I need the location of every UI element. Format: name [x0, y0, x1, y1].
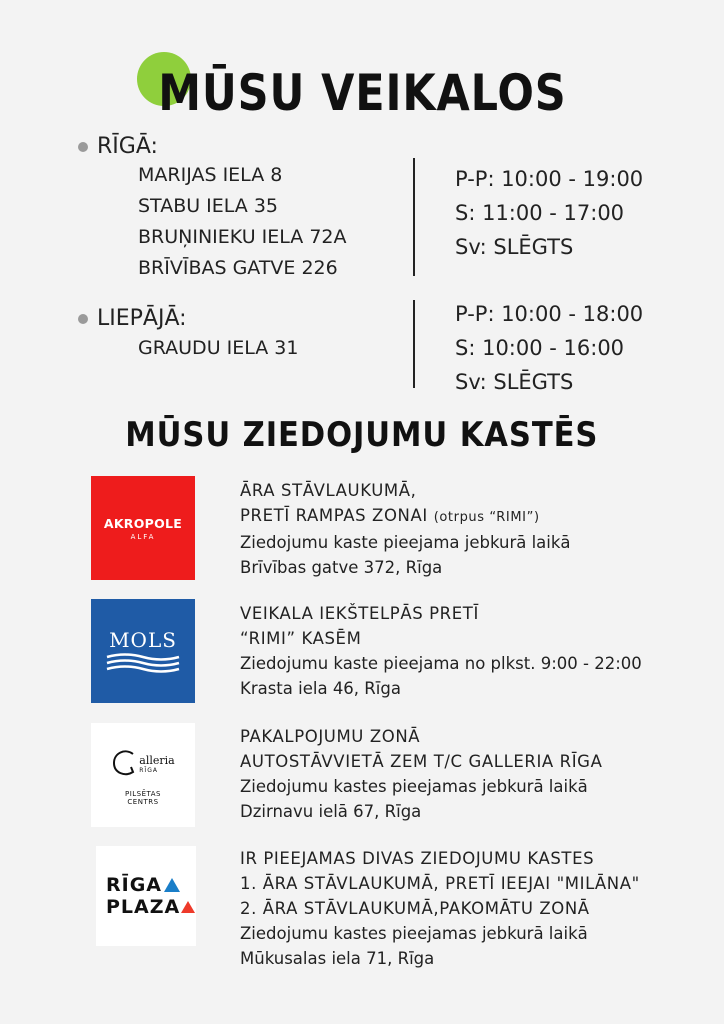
liepaja-hours-line: P-P: 10:00 - 18:00: [455, 302, 644, 326]
info-line: PAKALPOJUMU ZONĀ: [240, 727, 421, 746]
akropole-logo-text: AKROPOLE: [103, 515, 183, 531]
donation-boxes-heading: [0, 415, 724, 455]
rigaplaza-logo-line1: RĪGA: [106, 874, 162, 896]
rigaplaza-logo-line2: PLAZA: [106, 896, 181, 918]
info-line: 1. ĀRA STĀVLAUKUMĀ, PRETĪ IEEJAI "MILĀNA": [240, 874, 640, 893]
akropole-info: [240, 478, 571, 580]
liepaja-address: GRAUDU IELA 31: [138, 337, 299, 359]
galleria-logo-text: alleria: [139, 754, 175, 767]
stores-heading-wrap: [0, 64, 724, 122]
info-line: 2. ĀRA STĀVLAUKUMĀ,PAKOMĀTU ZONĀ: [240, 899, 590, 918]
rigaplaza-info: [240, 846, 640, 971]
riga-address: MARIJAS IELA 8: [138, 164, 283, 186]
info-line: ĀRA STĀVLAUKUMĀ,: [240, 481, 417, 500]
mols-info: [240, 601, 642, 701]
riga-address: STABU IELA 35: [138, 195, 279, 217]
riga-hours-line: S: 11:00 - 17:00: [455, 201, 625, 225]
bullet-icon: [78, 314, 88, 324]
rigaplaza-logo: [96, 846, 196, 946]
galleria-logo: [91, 723, 195, 827]
bullet-icon: [78, 142, 88, 152]
info-line: Ziedojumu kastes pieejamas jebkurā laikā: [240, 924, 588, 943]
divider-liepaja: [413, 300, 415, 388]
triangle-icon: [164, 878, 180, 892]
divider-riga: [413, 158, 415, 276]
info-line: [240, 503, 571, 530]
donation-boxes-heading-text: MŪSU ZIEDOJUMU KASTĒS: [125, 415, 599, 455]
mols-logo-text: MOLS: [109, 628, 177, 652]
akropole-logo: [91, 476, 195, 580]
galleria-logo-line4: CENTRS: [127, 798, 159, 806]
info-line: IR PIEEJAMAS DIVAS ZIEDOJUMU KASTES: [240, 849, 595, 868]
info-line: Mūkusalas iela 71, Rīga: [240, 949, 435, 968]
city-liepaja: [78, 306, 187, 331]
info-line: Ziedojumu kaste pieejama no plkst. 9:00 - 22:00: [240, 654, 642, 673]
stores-heading: MŪSU VEIKALOS: [157, 64, 567, 122]
riga-address: BRUŅINIEKU IELA 72A: [138, 226, 347, 248]
liepaja-hours-line: S: 10:00 - 16:00: [455, 336, 625, 360]
info-line: Dzirnavu ielā 67, Rīga: [240, 802, 422, 821]
info-line: Brīvības gatve 372, Rīga: [240, 558, 443, 577]
galleria-logo-line3: PILSĒTAS: [124, 790, 162, 798]
city-riga-label: RĪGĀ:: [97, 134, 158, 159]
riga-hours-line: P-P: 10:00 - 19:00: [455, 167, 644, 191]
info-line-text: PRETĪ RAMPAS ZONAI: [240, 506, 428, 525]
riga-addresses: [138, 160, 347, 284]
city-liepaja-label: LIEPĀJĀ:: [97, 306, 187, 331]
riga-hours-line: Sv: SLĒGTS: [455, 235, 574, 259]
liepaja-hours: [455, 297, 643, 399]
riga-hours: [455, 162, 643, 264]
info-line: “RIMI” KASĒM: [240, 629, 362, 648]
waves-icon: [105, 652, 181, 674]
galleria-logo-city: RĪGA: [139, 767, 158, 774]
city-riga: [78, 134, 158, 159]
liepaja-hours-line: Sv: SLĒGTS: [455, 370, 574, 394]
info-line: AUTOSTĀVVIETĀ ZEM T/C GALLERIA RĪGA: [240, 752, 603, 771]
liepaja-addresses: [138, 333, 298, 364]
mols-logo: [91, 599, 195, 703]
info-line: Ziedojumu kastes pieejamas jebkurā laikā: [240, 777, 588, 796]
riga-address: BRĪVĪBAS GATVE 226: [138, 257, 338, 279]
info-line: Ziedojumu kaste pieejama jebkurā laikā: [240, 533, 571, 552]
galleria-g-icon: [111, 748, 139, 780]
galleria-info: [240, 724, 602, 824]
info-line: VEIKALA IEKŠTELPĀS PRETĪ: [240, 604, 479, 623]
info-line: Krasta iela 46, Rīga: [240, 679, 401, 698]
akropole-logo-subtext: ALFA: [130, 532, 156, 541]
info-note: (otrpus “RIMI”): [433, 510, 540, 525]
triangle-icon: [181, 901, 195, 913]
